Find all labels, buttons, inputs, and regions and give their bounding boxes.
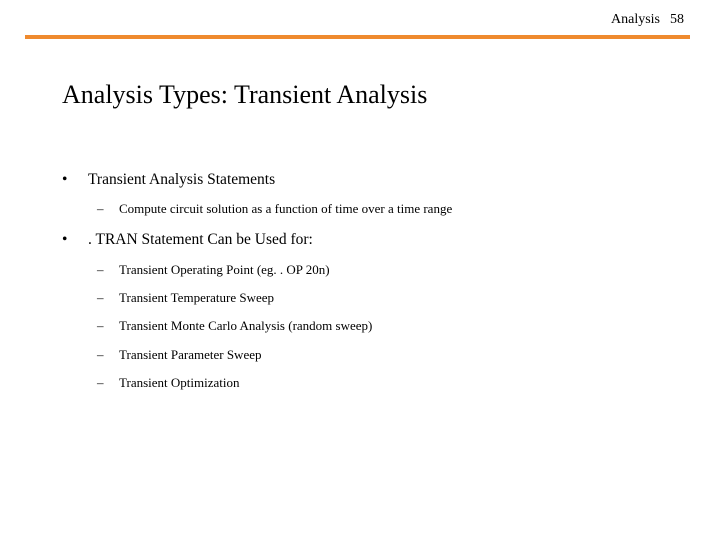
header-divider <box>25 35 690 39</box>
dash-marker: – <box>97 201 104 216</box>
bullet-text: Transient Analysis Statements <box>88 171 276 188</box>
dash-marker: – <box>97 262 104 277</box>
sub-bullet-text: Transient Operating Point (eg. . OP 20n) <box>119 262 330 277</box>
section-label: Analysis <box>611 12 660 27</box>
bullet-marker: • <box>62 231 68 248</box>
bullet-text: . TRAN Statement Can be Used for: <box>88 231 313 248</box>
dash-marker: – <box>97 318 104 333</box>
sub-bullet-text: Transient Optimization <box>119 375 240 390</box>
dash-marker: – <box>97 375 104 390</box>
sub-bullet-text: Compute circuit solution as a function of time over a time range <box>119 201 453 216</box>
sub-bullet-text: Transient Monte Carlo Analysis (random sweep) <box>119 318 373 333</box>
dash-marker: – <box>97 347 104 362</box>
slide-title: Analysis Types: Transient Analysis <box>62 80 428 109</box>
slide-header <box>611 12 684 28</box>
sub-bullet-text: Transient Parameter Sweep <box>119 347 262 362</box>
sub-bullet-text: Transient Temperature Sweep <box>119 290 275 305</box>
dash-marker: – <box>97 290 104 305</box>
bullet-marker: • <box>62 171 68 188</box>
page-number: 58 <box>670 12 684 27</box>
